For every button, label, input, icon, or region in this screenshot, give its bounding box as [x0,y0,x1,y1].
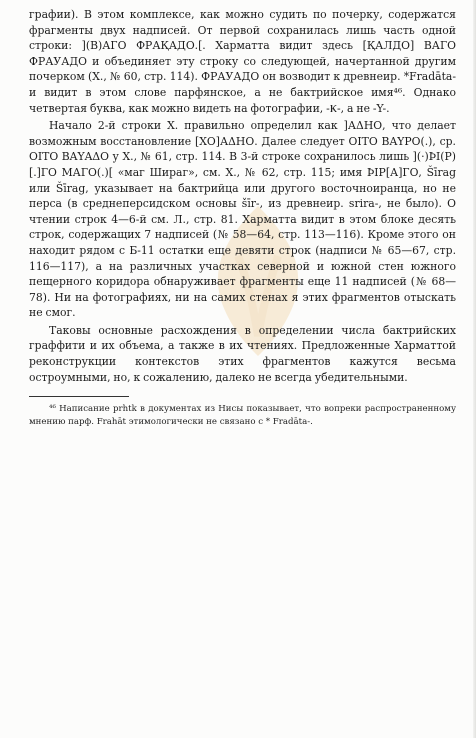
main-text-column [29,7,456,428]
paragraph-2: Начало 2-й строки Х. правильно определил как ]АΔНО, что делает возможным восстановление [ХО]АΔНО. Далее следует ΟΙΤΟ ΒΑΥΡΟ(.), ср. ΟΙΤΟ ΒΑΥΑΔΟ у Х., № 61, стр. 114. В 3-й строке сохранилось лишь ](·)ÞI(Р)[.]ГО МАГО(.)[ «маг Шираг», см. Х., № 62, стр. 115; имя ÞIР[А]ГО, Šīrag или Šīrag, указывает на бактрийца или другого восточноиранца, но не перса (в среднеперсидском основы šīr-, из древнеир. srira-, не было). О чтении строк 4—6-й см. Л., стр. 81. Харматта видит в этом блоке десять строк, содержащих 7 надписей (№ 58—64, стр. 113—116). Кроме этого он находит рядом с Б-11 остатки еще девяти строк (надписи № 65—67, стр. 116—117), а на различных участках северной и южной стен южного пещерного коридора обнаруживает фрагменты еще 11 надписей (№ 68—78). Ни на фотографиях, ни на самих стенах я этих фрагментов отыскать не смог. [29,119,456,320]
paragraph-1: графии). В этом комплексе, как можно судить по почерку, содержатся фрагменты двух надписей. От первой сохранилась лишь часть одной строки: ](В)АГО ФРАҚАДО.[. Харматта видит здесь [ҚАЛДО] ВАГО ФРАУАДО и объединяет эту строку со следующей, начертанной другим почерком (Х., № 60, стр. 114). ФРАУАДО он возводит к древнеир. *Fradāta- и видит в этом слове парфянское, а не бактрийское имя⁴⁶. Однако четвертая буква, как можно видеть на фотографии, -Ҝ-, а не -Y-. [29,8,456,115]
footnote-separator [29,396,129,397]
paragraph-3: Таковы основные расхождения в определении числа бактрийских граффити и их объема, а также в их чтениях. Предложенные Харматтой реконструкции контекстов этих фрагментов кажутся весьма остроумными, но, к сожалению, далеко не всегда убедительными. [29,323,456,384]
footnote-46: ⁴⁶ Написание prhtk в документах из Нисы показывает, что вопреки распространенному мнению парф. Frahāt этимологически не связано с * Fradāta-. [29,404,456,427]
